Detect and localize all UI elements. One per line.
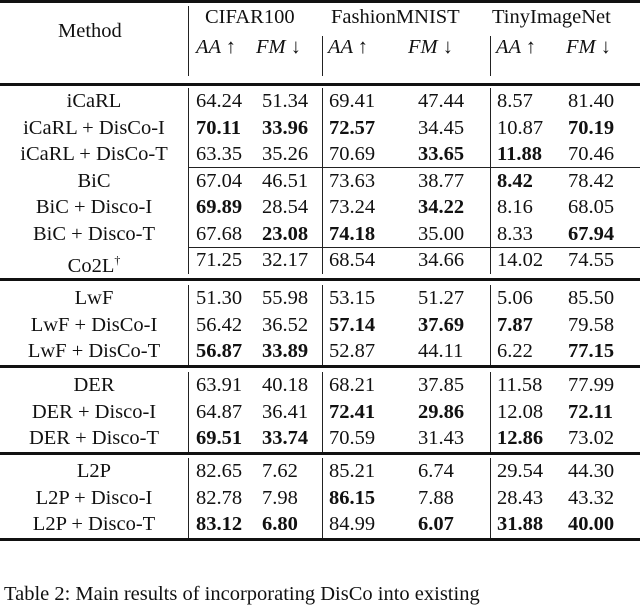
group-rule [0,83,640,86]
method-cell [0,88,188,115]
method-header: Method [58,20,122,42]
aa-value-cell: 8.57 [490,88,558,115]
table-row [0,221,640,248]
table-row [0,372,640,399]
aa-value-cell: 6.22 [490,338,558,365]
fm-value-cell: 85.50 [568,287,615,309]
aa-value-cell: 72.57 [322,115,406,142]
aa-value-cell: 57.14 [322,312,406,339]
aa-value-cell: 5.06 [490,285,558,312]
method-cell [0,399,188,426]
group-rule [0,452,640,455]
table-row [0,511,640,538]
aa-value-cell: 84.99 [322,511,406,538]
aa-value-cell: 69.51 [188,425,255,452]
table-caption: Table 2: Main results of incorporating DisCo into existing [4,583,480,605]
fm-value-cell: 51.27 [418,287,465,309]
header-metrics-vline-1 [322,36,323,76]
method-cell [0,168,188,195]
method-name: L2P + Disco-I [35,486,153,509]
fm-value-cell: 46.51 [262,169,309,192]
aa-value-cell: 67.04 [188,168,255,195]
fm-value-cell: 35.26 [262,143,309,165]
method-name: L2P [76,460,112,482]
method-cell [0,425,188,452]
metric-header-fm: FM ↓ [408,36,453,58]
aa-value-cell: 56.42 [188,312,255,339]
aa-value-cell: 73.63 [322,168,406,195]
fm-value-cell: 77.99 [568,374,615,396]
method-cell [0,221,188,248]
method-name: L2P + Disco-T [32,513,156,535]
aa-value-cell: 8.16 [490,194,558,221]
method-name: LwF + DisCo-T [27,340,161,362]
method-cell [0,485,188,512]
fm-value-cell: 37.85 [418,374,465,396]
method-name: BiC + Disco-I [35,196,153,218]
table-row [0,285,640,312]
fm-value-cell: 70.46 [568,143,615,165]
method-name: iCaRL + DisCo-I [23,116,165,139]
aa-value-cell: 53.15 [322,285,406,312]
fm-value-cell: 6.07 [418,513,454,535]
fm-value-cell: 44.11 [418,340,464,362]
fm-value-cell: 36.52 [262,313,309,336]
aa-value-cell: 69.41 [322,88,406,115]
fm-value-cell: 70.19 [568,116,615,139]
aa-value-cell: 11.58 [490,372,558,399]
method-name: LwF [74,287,114,309]
aa-value-cell: 82.65 [188,458,255,485]
aa-value-cell: 8.33 [490,221,558,248]
table-row [0,194,640,221]
table-row [0,485,640,512]
fm-value-cell: 40.18 [262,374,309,396]
group-rule [0,365,640,368]
aa-value-cell: 63.91 [188,372,255,399]
aa-value-cell: 70.11 [188,115,255,142]
fm-value-cell: 81.40 [568,90,615,112]
fm-value-cell: 37.69 [418,313,465,336]
header-metrics-vline-2 [490,36,491,76]
fm-value-cell: 44.30 [568,460,615,482]
aa-value-cell: 70.59 [322,425,406,452]
fm-value-cell: 23.08 [262,222,309,245]
method-cell [0,285,188,312]
aa-value-cell: 74.18 [322,221,406,248]
fm-value-cell: 43.32 [568,486,615,509]
method-name: DER + Disco-T [29,427,159,449]
fm-value-cell: 28.54 [262,196,309,218]
aa-value-cell: 70.69 [322,141,406,168]
fm-value-cell: 51.34 [262,90,309,112]
fm-value-cell: 67.94 [568,222,615,245]
aa-value-cell: 71.25 [188,247,255,274]
group-rule [0,278,640,281]
metric-header-fm: FM ↓ [256,36,301,58]
fm-value-cell: 33.96 [262,116,309,139]
fm-value-cell: 31.43 [418,427,465,449]
fm-value-cell: 40.00 [568,513,615,535]
fm-value-cell: 34.45 [418,116,465,139]
aa-value-cell: 73.24 [322,194,406,221]
aa-value-cell: 7.87 [490,312,558,339]
aa-value-cell: 31.88 [490,511,558,538]
fm-value-cell: 7.98 [262,486,298,509]
aa-value-cell: 64.24 [188,88,255,115]
method-cell [0,312,188,339]
metric-header-fm: FM ↓ [566,36,611,58]
fm-value-cell: 36.41 [262,400,309,423]
aa-value-cell: 63.35 [188,141,255,168]
aa-value-cell: 14.02 [490,247,558,274]
fm-value-cell: 32.17 [262,249,309,271]
fm-value-cell: 29.86 [418,400,465,423]
aa-value-cell: 29.54 [490,458,558,485]
fm-value-cell: 77.15 [568,340,615,362]
aa-value-cell: 86.15 [322,485,406,512]
table-row [0,458,640,485]
aa-value-cell: 83.12 [188,511,255,538]
fm-value-cell: 33.74 [262,427,309,449]
method-name: BiC + Disco-T [32,222,156,245]
fm-value-cell: 33.89 [262,340,309,362]
aa-value-cell: 64.87 [188,399,255,426]
fm-value-cell: 7.62 [262,460,298,482]
aa-value-cell: 67.68 [188,221,255,248]
fm-value-cell: 34.66 [418,249,465,271]
aa-value-cell: 8.42 [490,168,558,195]
fm-value-cell: 55.98 [262,287,309,309]
aa-value-cell: 52.87 [322,338,406,365]
table-row [0,247,640,277]
method-name: LwF + DisCo-I [30,313,158,336]
fm-value-cell: 47.44 [418,90,465,112]
dataset-header-cifar100: CIFAR100 [205,6,295,28]
table-row [0,141,640,168]
metric-header-aa: AA ↑ [328,36,369,58]
method-name: iCaRL [66,90,122,112]
table-row [0,425,640,452]
fm-value-cell: 73.02 [568,427,615,449]
aa-value-cell: 12.86 [490,425,558,452]
fm-value-cell: 72.11 [568,400,613,423]
metric-header-aa: AA ↑ [196,36,237,58]
table-row [0,312,640,339]
fm-value-cell: 7.88 [418,486,454,509]
method-name: Co2L [67,254,115,277]
fm-value-cell: 6.80 [262,513,298,535]
table-row [0,115,640,142]
aa-value-cell: 68.54 [322,247,406,274]
aa-value-cell: 72.41 [322,399,406,426]
fm-value-cell: 6.74 [418,460,454,482]
method-name: DER [73,374,115,396]
table-row [0,168,640,195]
method-cell [0,338,188,365]
aa-value-cell: 28.43 [490,485,558,512]
method-cell [0,372,188,399]
aa-value-cell: 56.87 [188,338,255,365]
table-row [0,88,640,115]
fm-value-cell: 35.00 [418,222,465,245]
bottom-rule [0,538,640,541]
method-cell [0,511,188,538]
fm-value-cell: 79.58 [568,313,615,336]
aa-value-cell: 10.87 [490,115,558,142]
aa-value-cell: 68.21 [322,372,406,399]
top-rule [0,0,640,3]
method-cell [0,458,188,485]
table-row [0,399,640,426]
aa-value-cell: 12.08 [490,399,558,426]
aa-value-cell: 85.21 [322,458,406,485]
method-cell [0,141,188,168]
method-cell [0,247,188,277]
fm-value-cell: 74.55 [568,249,615,271]
method-name: BiC [77,169,111,192]
metric-header-aa: AA ↑ [496,36,537,58]
aa-value-cell: 11.88 [490,141,558,168]
fm-value-cell: 38.77 [418,169,465,192]
fm-value-cell: 78.42 [568,169,615,192]
aa-value-cell: 51.30 [188,285,255,312]
fm-value-cell: 34.22 [418,196,465,218]
dagger-mark: † [114,253,121,267]
dataset-header-fashionmnist: FashionMNIST [331,6,460,28]
aa-value-cell: 69.89 [188,194,255,221]
method-cell [0,194,188,221]
aa-value-cell: 82.78 [188,485,255,512]
method-name: iCaRL + DisCo-T [20,143,168,165]
method-cell [0,115,188,142]
dataset-header-tinyimagenet: TinyImageNet [492,6,611,28]
table-row [0,338,640,365]
header-vline [188,6,189,76]
method-name: DER + Disco-I [31,400,157,423]
fm-value-cell: 33.65 [418,143,465,165]
fm-value-cell: 68.05 [568,196,615,218]
